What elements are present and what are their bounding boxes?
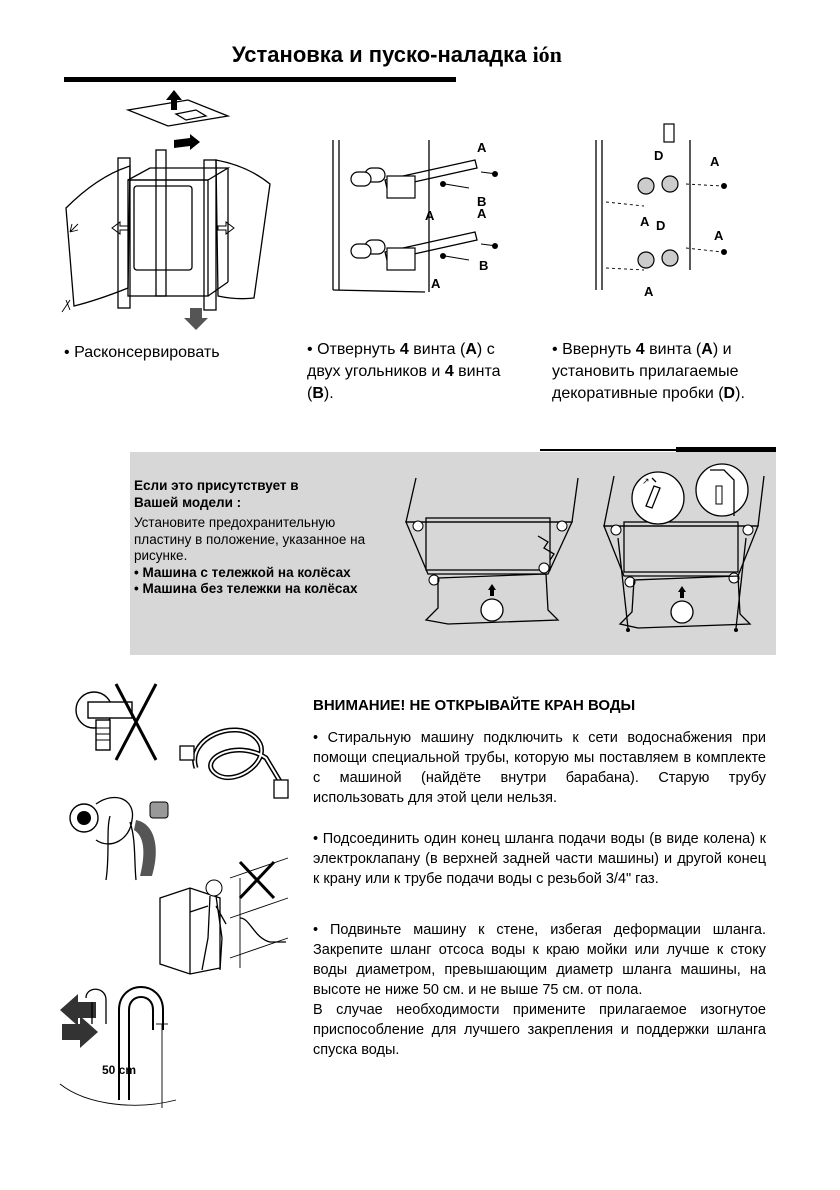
machine-to-wall-illustration	[150, 858, 290, 978]
inlet-hose-illustration	[176, 718, 296, 808]
page-title-tail: ión	[532, 42, 562, 67]
label-a: A	[714, 228, 724, 243]
drain-hose-illustration	[58, 980, 178, 1110]
page-title	[232, 42, 562, 68]
plug-insertion-illustration	[590, 120, 760, 300]
note-heading-line2: Вашей модели :	[134, 494, 242, 510]
label-a: A	[640, 214, 650, 229]
screw-removal-illustration	[325, 140, 515, 300]
step-1-caption: • Расконсервировать	[64, 344, 220, 361]
label-d: D	[654, 148, 664, 163]
warning-paragraph-3: • Подвиньте машину к стене, избегая деформации шланга. Закрепите шланг отсоса воды к краю мойки или лучше к стоку воды диаметром, превышающим диаметр шланга машины, на высоте не ниже 50 см. и не выше 75 см. от пола. В случае необходимости примените прилагаемое изогнутое приспособление для лучшего закрепления и поддержки шланга спуска воды.	[313, 922, 766, 1058]
tap-warning-illustration	[66, 676, 166, 766]
step-3-caption: • Ввернуть 4 винта (A) и установить прилагаемые декоративные пробки (D).	[552, 341, 745, 402]
label-a: A	[431, 276, 441, 291]
warning-paragraph-1: • Стиральную машину подключить к сети водоснабжения при помощи специальной трубы, которую мы поставляем в комплекте с машиной (найдёте внутри барабана). Старую трубу использовать для этой цели нельзя.	[313, 730, 766, 806]
note-heading-line1: Если это присутствует в	[134, 478, 299, 493]
label-b: B	[477, 194, 487, 209]
warning-paragraph-2: • Подсоединить один конец шланга подачи воды (в виде колена) к электроклапану (в верхней задней части машины) и другой конец к крану или к трубе подачи воды с резьбой 3/4" газ.	[313, 831, 766, 887]
note-body: Установите предохранительную пластину в положение, указанное на рисунке.	[134, 515, 366, 563]
safety-plate-note	[134, 478, 384, 598]
machine-base-with-trolley-illustration	[398, 478, 588, 648]
label-a: A	[477, 140, 487, 155]
label-a: A	[644, 284, 654, 299]
label-d: D	[656, 218, 666, 233]
label-a: A	[425, 208, 435, 223]
drain-height-label: 50 cm	[102, 1063, 137, 1077]
step-1-text: Расконсервировать	[74, 344, 220, 361]
svg-text:↗: ↗	[642, 476, 650, 486]
note-item-without-trolley: • Машина без тележки на колёсах	[134, 581, 358, 596]
label-b: B	[479, 258, 489, 273]
machine-base-without-trolley-illustration	[598, 456, 768, 651]
step-2-caption: • Отвернуть 4 винта (A) с двух угольников и 4 винта (B).	[307, 341, 501, 402]
label-a: A	[477, 206, 487, 221]
note-item-with-trolley: • Машина с тележкой на колёсах	[134, 564, 351, 580]
label-a: A	[710, 154, 720, 169]
page-title-text: Установка и пуско-наладка	[232, 42, 527, 67]
title-underline	[64, 77, 456, 82]
unpacking-illustration	[58, 88, 278, 333]
warning-heading: ВНИМАНИЕ! НЕ ОТКРЫВАЙТЕ КРАН ВОДЫ	[313, 697, 636, 714]
